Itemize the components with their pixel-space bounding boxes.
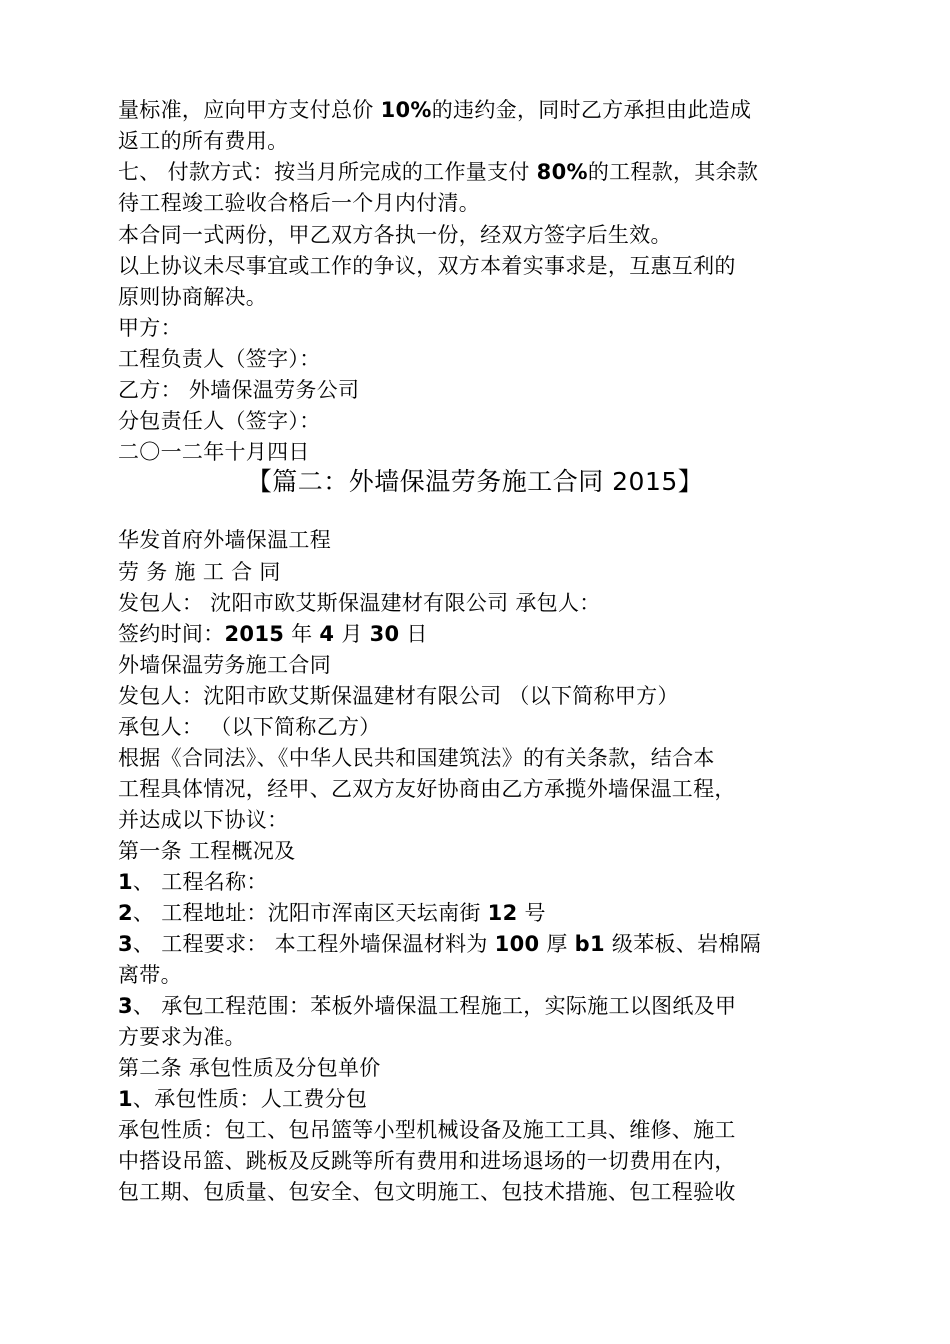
text-line: 工程负责人（签字）：: [118, 347, 321, 371]
text-line: 2、 工程地址：沈阳市浑南区天坛南街 12 号: [118, 901, 546, 925]
text-line: 第二条 承包性质及分包单价: [118, 1056, 381, 1080]
text-line: 承包性质：包工、包吊篮等小型机械设备及施工工具、维修、施工: [118, 1118, 736, 1142]
text-line: 3、 工程要求： 本工程外墙保温材料为 100 厚 b1 级苯板、岩棉隔: [118, 932, 761, 956]
text-line: 本合同一式两份，甲乙双方各执一份，经双方签字后生效。: [118, 223, 672, 247]
text-line: 华发首府外墙保温工程: [118, 528, 331, 552]
text-line: 包工期、包质量、包安全、包文明施工、包技术措施、包工程验收: [118, 1180, 736, 1204]
text-line: 发包人：沈阳市欧艾斯保温建材有限公司 （以下简称甲方）: [118, 684, 679, 708]
text-line: 乙方： 外墙保温劳务公司: [118, 378, 360, 402]
text-line: 返工的所有费用。: [118, 129, 289, 153]
text-line: 1、承包性质：人工费分包: [118, 1087, 368, 1111]
text-line: 量标准，应向甲方支付总价 10%的违约金，同时乙方承担由此造成: [118, 98, 752, 122]
text-line: 甲方：: [118, 316, 182, 340]
text-line: 根据《合同法》、《中华人民共和国建筑法》的有关条款，结合本: [118, 746, 715, 770]
text-line: 1、 工程名称：: [118, 870, 268, 894]
text-line: 以上协议未尽事宜或工作的争议，双方本着实事求是，互惠互利的: [118, 254, 736, 278]
text-line: 分包责任人（签字）：: [118, 409, 321, 433]
text-line: 中搭设吊篮、跳板及反跳等所有费用和进场退场的一切费用在内，: [118, 1149, 736, 1173]
text-line: 方要求为准。: [118, 1025, 246, 1049]
text-line: 七、 付款方式：按当月所完成的工作量支付 80%的工程款，其余款: [118, 160, 759, 184]
text-line: 承包人： （以下简称乙方）: [118, 715, 381, 739]
text-line: 第一条 工程概况及: [118, 839, 296, 863]
text-line: 离带。: [118, 963, 182, 987]
text-line: 签约时间：2015 年 4 月 30 日: [118, 622, 428, 646]
text-line: 并达成以下协议：: [118, 808, 289, 832]
section-heading: 【篇二：外墙保温劳务施工合同 2015】: [246, 467, 704, 496]
text-line: 3、 承包工程范围：苯板外墙保温工程施工，实际施工以图纸及甲: [118, 994, 737, 1018]
text-line: 发包人： 沈阳市欧艾斯保温建材有限公司 承包人：: [118, 591, 601, 615]
text-line: 工程具体情况，经甲、乙双方友好协商由乙方承揽外墙保温工程，: [118, 777, 736, 801]
text-line: 待工程竣工验收合格后一个月内付清。: [118, 191, 481, 215]
text-line: 劳 务 施 工 合 同: [118, 560, 281, 584]
text-line: 原则协商解决。: [118, 285, 268, 309]
text-line: 外墙保温劳务施工合同: [118, 653, 331, 677]
text-line: 二〇一二年十月四日: [118, 440, 310, 464]
